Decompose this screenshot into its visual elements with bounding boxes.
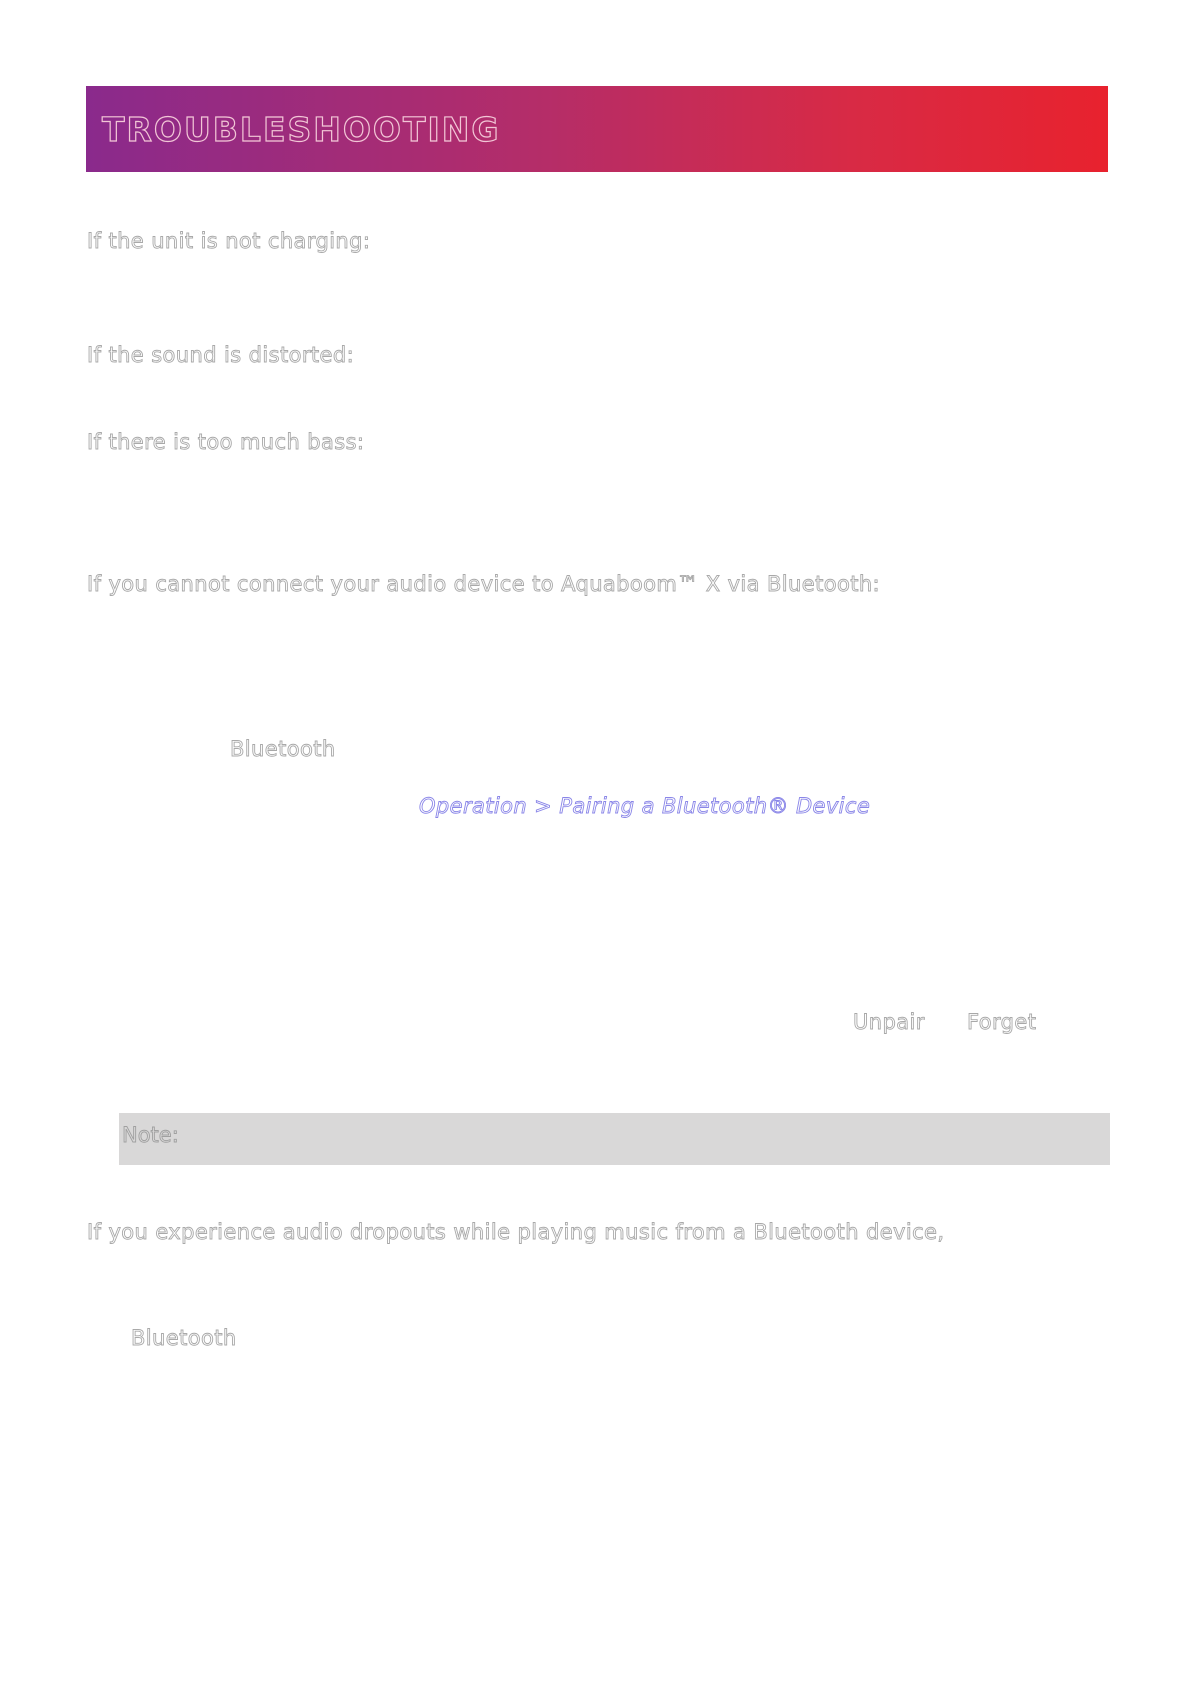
heading-cannot-connect: If you cannot connect your audio device to Aquaboom™ X via Bluetooth: — [87, 572, 881, 596]
note-box — [119, 1113, 1110, 1165]
section-banner — [86, 86, 1108, 172]
bluetooth-term: Bluetooth — [230, 737, 336, 761]
heading-not-charging: If the unit is not charging: — [87, 229, 371, 253]
page-title: TROUBLESHOOTING — [102, 110, 501, 149]
forget-term: Forget — [967, 1010, 1037, 1034]
heading-audio-dropouts: If you experience audio dropouts while playing music from a Bluetooth device, — [87, 1220, 945, 1244]
bluetooth-term-2: Bluetooth — [131, 1326, 237, 1350]
heading-sound-distorted: If the sound is distorted: — [87, 343, 355, 367]
unpair-term: Unpair — [853, 1010, 925, 1034]
heading-too-much-bass: If there is too much bass: — [87, 430, 365, 454]
note-label: Note: — [122, 1123, 179, 1147]
pairing-section-link[interactable]: Operation > Pairing a Bluetooth® Device — [419, 794, 871, 818]
